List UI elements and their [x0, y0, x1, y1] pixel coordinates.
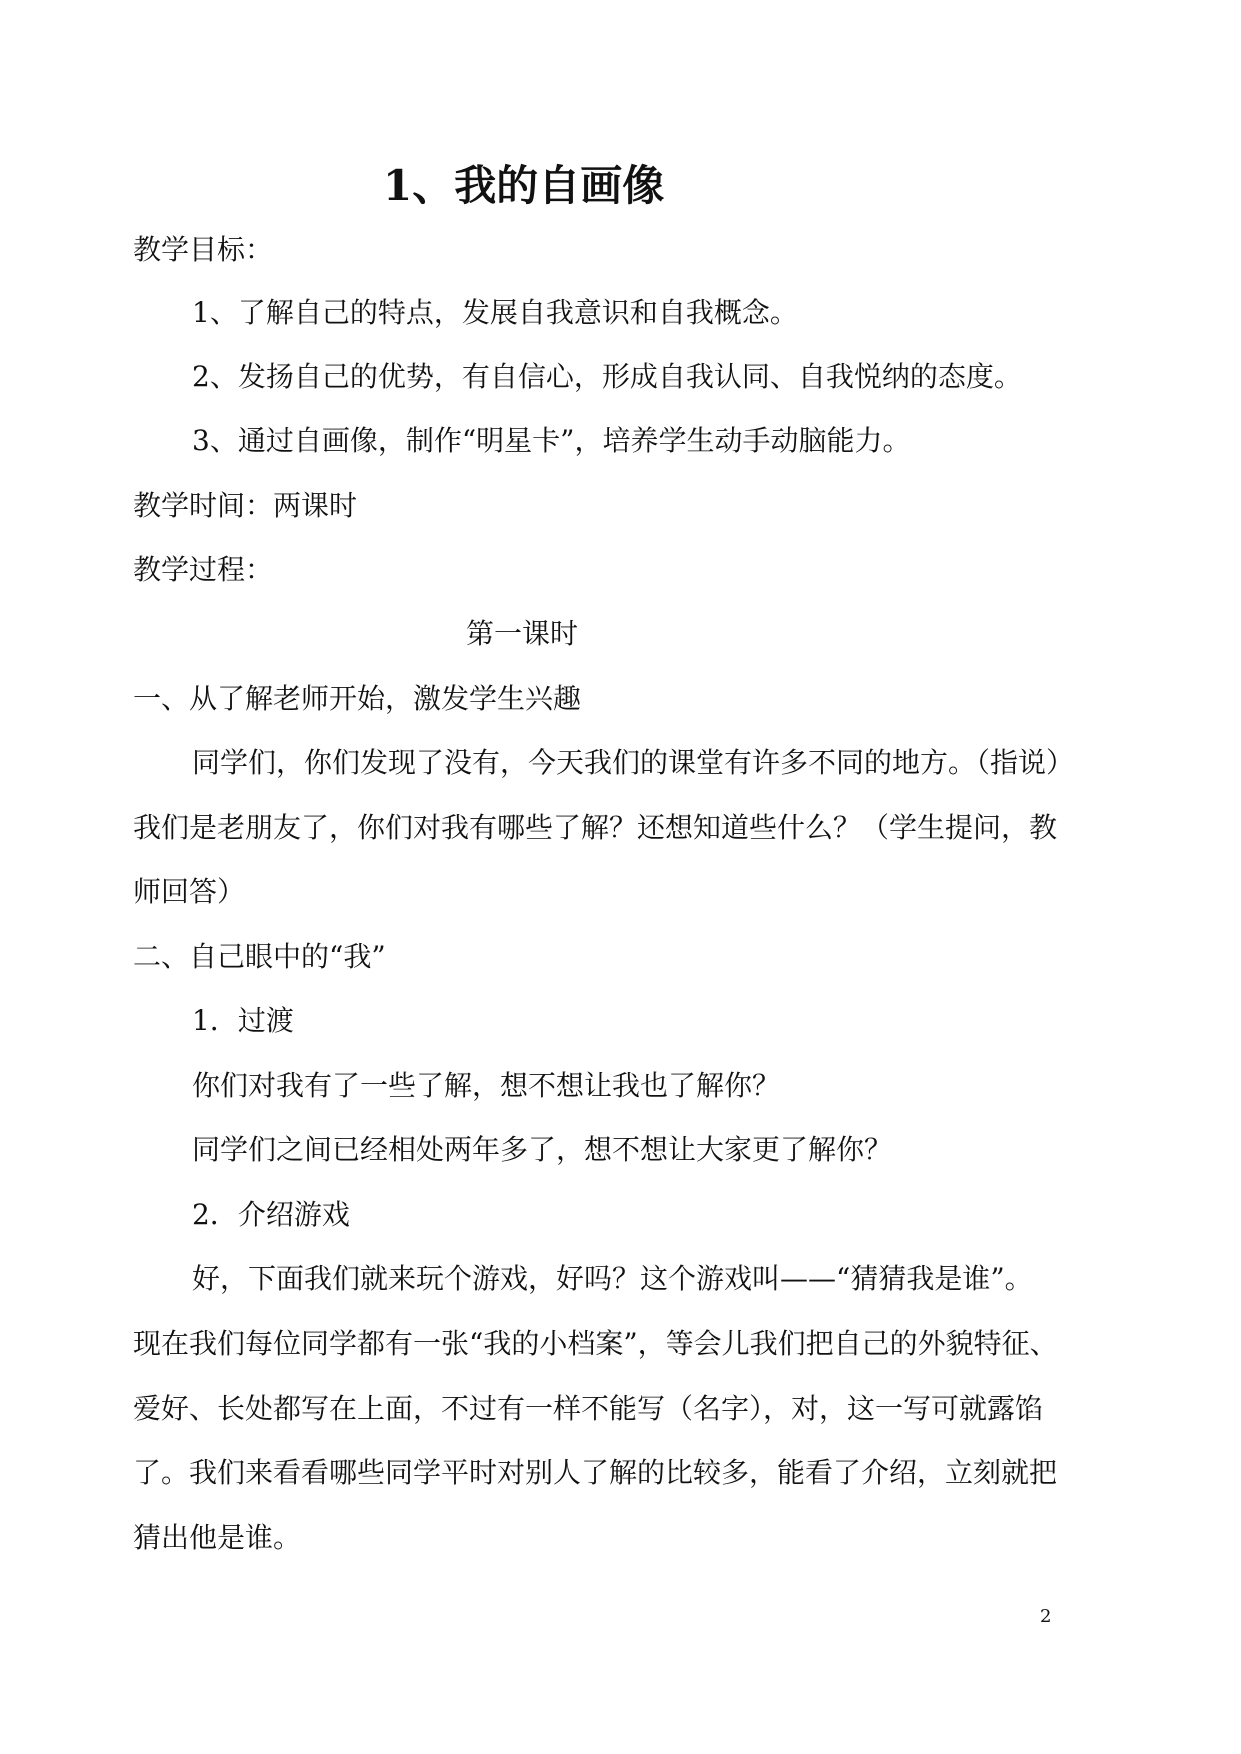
process-heading: 教学过程： — [133, 553, 274, 586]
objectives-heading: 教学目标： — [133, 233, 274, 266]
page-title: 1、我的自画像 — [383, 161, 665, 210]
page-number: 2 — [1040, 1606, 1052, 1627]
paragraph-line: 好，下面我们就来玩个游戏，好吗？这个游戏叫——“猜猜我是谁”。 — [192, 1262, 1033, 1295]
objective-item: 2、发扬自己的优势，有自信心，形成自我认同、自我悦纳的态度。 — [192, 360, 1022, 393]
paragraph-line: 师回答） — [133, 875, 246, 908]
lesson-heading: 第一课时 — [466, 617, 579, 650]
paragraph-line: 现在我们每位同学都有一张“我的小档案”，等会儿我们把自己的外貌特征、 — [133, 1327, 1058, 1360]
paragraph-line: 同学们之间已经相处两年多了，想不想让大家更了解你？ — [192, 1133, 893, 1166]
paragraph-line: 了。我们来看看哪些同学平时对别人了解的比较多，能看了介绍，立刻就把 — [133, 1456, 1058, 1489]
paragraph-line: 我们是老朋友了，你们对我有哪些了解？还想知道些什么？（学生提问，教 — [133, 811, 1058, 844]
objective-item: 1、了解自己的特点，发展自我意识和自我概念。 — [192, 296, 798, 329]
sub-heading: 1．过渡 — [192, 1004, 294, 1037]
section-heading: 二、自己眼中的“我” — [133, 940, 386, 973]
paragraph-line: 你们对我有了一些了解，想不想让我也了解你？ — [192, 1069, 781, 1102]
paragraph-line: 同学们，你们发现了没有，今天我们的课堂有许多不同的地方。（指说） — [192, 746, 1075, 779]
paragraph-line: 猜出他是谁。 — [133, 1521, 302, 1554]
sub-heading: 2．介绍游戏 — [192, 1198, 350, 1231]
objective-item: 3、通过自画像，制作“明星卡”，培养学生动手动脑能力。 — [192, 424, 911, 457]
teaching-time: 教学时间：两课时 — [133, 489, 358, 522]
paragraph-line: 爱好、长处都写在上面，不过有一样不能写（名字），对，这一写可就露馅 — [133, 1392, 1044, 1425]
section-heading: 一、从了解老师开始，激发学生兴趣 — [133, 682, 582, 715]
